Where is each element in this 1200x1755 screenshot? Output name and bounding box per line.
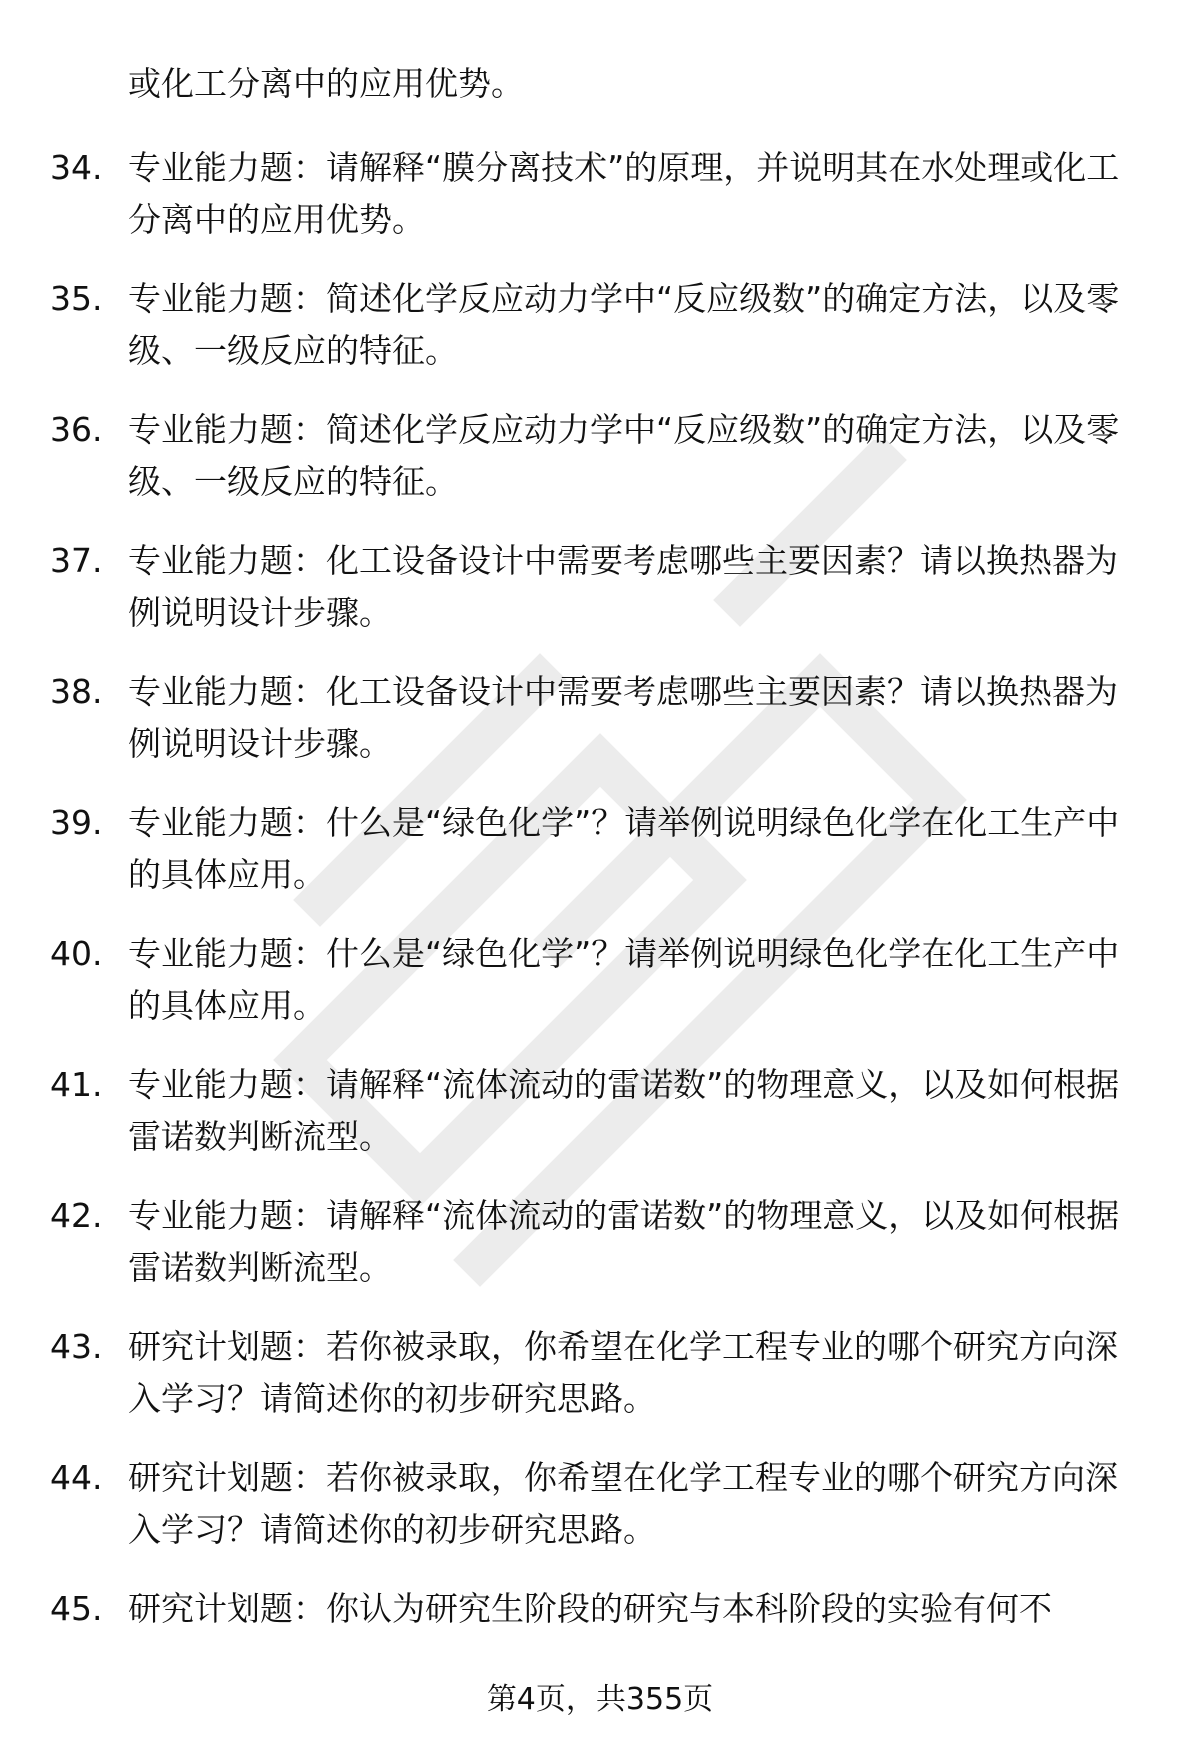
question-number: 39.	[50, 803, 103, 842]
question-text: 专业能力题：什么是“绿色化学”？请举例说明绿色化学在化工生产中的具体应用。	[128, 934, 1120, 1025]
question-number: 45.	[50, 1589, 103, 1628]
question-number: 38.	[50, 672, 103, 711]
question-item	[50, 535, 1140, 666]
question-item	[50, 142, 1140, 273]
question-list	[50, 142, 1140, 1714]
question-item	[50, 1452, 1140, 1583]
question-text: 研究计划题：若你被录取，你希望在化学工程专业的哪个研究方向深入学习？请简述你的初步研究思路。	[128, 1327, 1118, 1418]
question-number: 34.	[50, 148, 103, 187]
question-text: 研究计划题：你认为研究生阶段的研究与本科阶段的实验有何不	[128, 1589, 1052, 1628]
question-number: 40.	[50, 934, 103, 973]
question-text: 专业能力题：什么是“绿色化学”？请举例说明绿色化学在化工生产中的具体应用。	[128, 803, 1120, 894]
question-text: 专业能力题：请解释“流体流动的雷诺数”的物理意义，以及如何根据雷诺数判断流型。	[128, 1065, 1120, 1156]
question-number: 41.	[50, 1065, 103, 1104]
question-item	[50, 1059, 1140, 1190]
question-item	[50, 273, 1140, 404]
question-item	[50, 1321, 1140, 1452]
question-number: 35.	[50, 279, 103, 318]
question-text: 研究计划题：若你被录取，你希望在化学工程专业的哪个研究方向深入学习？请简述你的初步研究思路。	[128, 1458, 1118, 1549]
question-item	[50, 666, 1140, 797]
question-text: 专业能力题：化工设备设计中需要考虑哪些主要因素？请以换热器为例说明设计步骤。	[128, 672, 1118, 763]
question-item	[50, 797, 1140, 928]
page-footer: 第4页，共355页	[486, 1682, 714, 1717]
question-number: 43.	[50, 1327, 103, 1366]
question-number: 36.	[50, 410, 103, 449]
question-text: 专业能力题：请解释“流体流动的雷诺数”的物理意义，以及如何根据雷诺数判断流型。	[128, 1196, 1120, 1287]
question-item	[50, 404, 1140, 535]
question-number: 37.	[50, 541, 103, 580]
question-text: 专业能力题：请解释“膜分离技术”的原理，并说明其在水处理或化工分离中的应用优势。	[128, 148, 1120, 239]
question-number: 42.	[50, 1196, 103, 1235]
question-item	[50, 928, 1140, 1059]
question-item	[50, 1190, 1140, 1321]
question-text: 专业能力题：化工设备设计中需要考虑哪些主要因素？请以换热器为例说明设计步骤。	[128, 541, 1118, 632]
question-text: 专业能力题：简述化学反应动力学中“反应级数”的确定方法，以及零级、一级反应的特征。	[128, 410, 1120, 501]
question-number: 44.	[50, 1458, 103, 1497]
continuation-text: 或化工分离中的应用优势。	[128, 64, 524, 103]
question-text: 专业能力题：简述化学反应动力学中“反应级数”的确定方法，以及零级、一级反应的特征。	[128, 279, 1120, 370]
